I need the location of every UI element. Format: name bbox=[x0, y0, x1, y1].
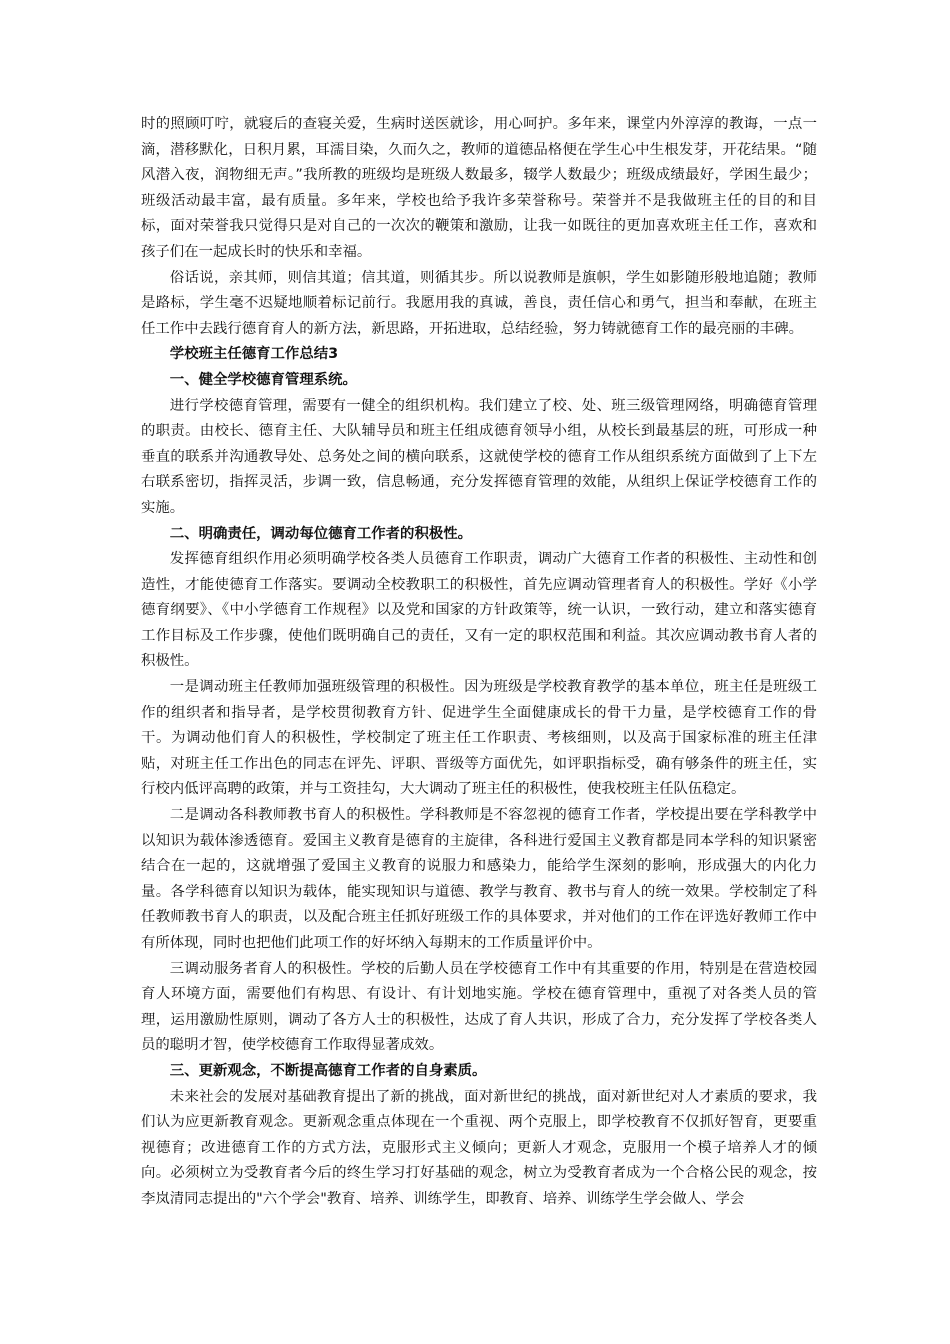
paragraph-proverb: 俗话说，亲其师，则信其道；信其道，则循其步。所以说教师是旗帜，学生如影随形般地追随；教师是路标，学生毫不迟疑地顺着标记前行。我愿用我的真诚，善良，责任信心和勇气，担当和奉献，在班主任工作中去践行德育育人的新方法，新思路，开拓进取，总结经验，努力铸就德育工作的最亮丽的丰碑。 bbox=[141, 269, 817, 337]
paragraph-class-teachers: 一是调动班主任教师加强班级管理的积极性。因为班级是学校教育教学的基本单位，班主任是班级工作的组织者和指导者，是学校贯彻教育方针、促进学生全面健康成长的骨干力量，是学校德育工作的骨干。为调动他们育人的积极性，学校制定了班主任工作职责、考核细则，以及高于国家标准的班主任津贴，对班主任工作出色的同志在评先、评职、晋级等方面优先，如评职指标受，确有够条件的班主任，实行校内低评高聘的政策，并与工资挂勾，大大调动了班主任的积极性，使我校班主任队伍稳定。 bbox=[141, 679, 817, 798]
section-title: 学校班主任德育工作总结3 bbox=[169, 346, 339, 363]
paragraph-responsibility: 发挥德育组织作用必须明确学校各类人员德育工作职责，调动广大德育工作者的积极性、主动性和创造性，才能使德育工作落实。要调动全校教职工的积极性，首先应调动管理者育人的积极性。学好《小学德育纲要》、《中小学德育工作规程》以及党和国家的方针政策等，统一认识，一致行动，建立和落实德育工作目标及工作步骤，使他们既明确自己的责任，又有一定的职权范围和利益。其次应调动教书育人者的积极性。 bbox=[141, 551, 817, 670]
heading-3: 三、更新观念，不断提高德育工作者的自身素质。 bbox=[169, 1062, 487, 1079]
heading-1: 一、健全学校德育管理系统。 bbox=[169, 371, 357, 388]
document-page bbox=[141, 112, 817, 1213]
paragraph-new-concepts: 未来社会的发展对基础教育提出了新的挑战，面对新世纪的挑战，面对新世纪对人才素质的要求，我们认为应更新教育观念。更新观念重点体现在一个重视、两个克服上，即学校教育不仅抓好智育，更要重视德育；改进德育工作的方式方法，克服形式主义倾向；更新人才观念，克服用一个模子培养人才的倾向。必须树立为受教育者今后的终生学习打好基础的观念，树立为受教育者成为一个合格公民的观念，按李岚清同志提出的"六个学会"教育、培养、训练学生，即教育、培养、训练学生学会做人、学会 bbox=[141, 1088, 817, 1207]
paragraph-subject-teachers: 二是调动各科教师教书育人的积极性。学科教师是不容忽视的德育工作者，学校提出要在学科教学中以知识为载体渗透德育。爱国主义教育是德育的主旋律，各科进行爱国主义教育都是同本学科的知识紧密结合在一起的，这就增强了爱国主义教育的说服力和感染力，能给学生深刻的影响，形成强大的内化力量。各学科德育以知识为载体，能实现知识与道德、教学与教育、教书与育人的统一效果。学校制定了科任教师教书育人的职责，以及配合班主任抓好班级工作的具体要求，并对他们的工作在评选好教师工作中有所体现，同时也把他们此项工作的好坏纳入每期末的工作质量评价中。 bbox=[141, 807, 817, 951]
paragraph-continued: 时的照顾叮咛，就寝后的查寝关爱，生病时送医就诊，用心呵护。多年来，课堂内外淳淳的教诲，一点一滴，潜移默化，日积月累，耳濡目染，久而久之，教师的道德品格便在学生心中生根发芽，开花结果。“随风潜入夜，润物细无声。”我所教的班级均是班级人数最多，辍学人数最少；班级成绩最好，学困生最少；班级活动最丰富，最有质量。多年来，学校也给予我许多荣誉称号。荣誉并不是我做班主任的目的和目标，面对荣誉我只觉得只是对自己的一次次的鞭策和激励，让我一如既往的更加喜欢班主任工作，喜欢和孩子们在一起成长时的快乐和幸福。 bbox=[141, 116, 817, 260]
heading-2: 二、明确责任，调动每位德育工作者的积极性。 bbox=[169, 525, 473, 542]
paragraph-service-staff: 三调动服务者育人的积极性。学校的后勤人员在学校德育工作中有其重要的作用，特别是在营造校园育人环境方面，需要他们有构思、有设计、有计划地实施。学校在德育管理中，重视了对各类人员的管理，运用激励性原则，调动了各方人士的积极性，达成了育人共识，形成了合力，充分发挥了学校各类人员的聪明才智，使学校德育工作取得显著成效。 bbox=[141, 960, 817, 1054]
paragraph-organization: 进行学校德育管理，需要有一健全的组织机构。我们建立了校、处、班三级管理网络，明确德育管理的职责。由校长、德育主任、大队辅导员和班主任组成德育领导小组，从校长到最基层的班，可形成一种垂直的联系并沟通教导处、总务处之间的横向联系，这就使学校的德育工作从组织系统方面做到了上下左右联系密切，指挥灵活，步调一致，信息畅通，充分发挥德育管理的效能，从组织上保证学校德育工作的实施。 bbox=[141, 397, 817, 516]
